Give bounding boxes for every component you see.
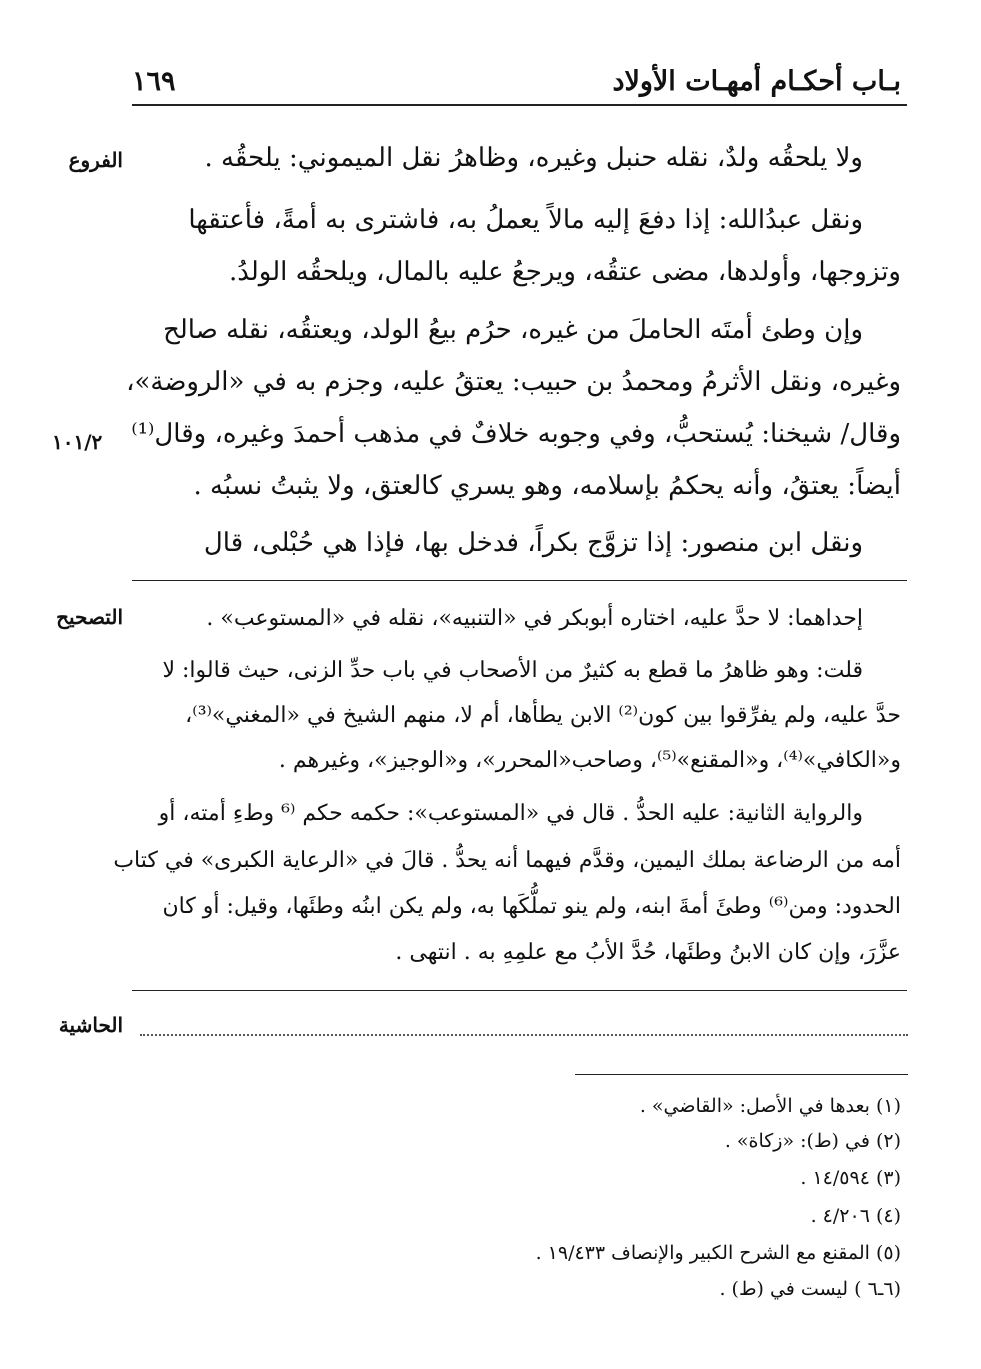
label-furu: الفروع xyxy=(68,148,123,172)
tashih-line: إحداهما: لا حدَّ عليه، اختاره أبوبكر في «التنبيه»، نقله في «المستوعب» . xyxy=(206,606,863,631)
tashih-line: و«الكافي»⁽⁴⁾، و«المقنع»⁽⁵⁾، وصاحب«المحرر»، و«الوجيز»، وغيرهم . xyxy=(278,748,901,773)
header-divider xyxy=(132,104,907,106)
page-header-title: بـاب أحكـام أمهـات الأولاد xyxy=(612,66,901,97)
section-divider xyxy=(132,580,907,581)
main-line: ونقل عبدُالله: إذا دفعَ إليه مالاً يعملُ به، فاشترى به أمةً، فأعتقها xyxy=(188,205,863,235)
main-line: وتزوجها، وأولدها، مضى عتقُه، ويرجعُ عليه بالمال، ويلحقُه الولدُ. xyxy=(228,257,901,287)
tashih-line: والرواية الثانية: عليه الحدُّ . قال في «المستوعب»: حكمه حكم ⁽⁶ وطءِ أمته، أو xyxy=(158,801,863,826)
main-line: ونقل ابن منصور: إذا تزوَّج بكراً، فدخل بها، فإذا هي حُبْلى، قال xyxy=(203,528,863,558)
tashih-line: قلت: وهو ظاهرُ ما قطع به كثيرٌ من الأصحاب في باب حدِّ الزنى، حيث قالوا: لا xyxy=(162,658,863,683)
main-line: وغيره، ونقل الأثرمُ ومحمدُ بن حبيب: يعتقُ عليه، وجزم به في «الروضة»، xyxy=(126,367,901,397)
footnote: (٢) في (ط): «زكاة» . xyxy=(724,1130,901,1152)
footnote: (٣) ١٤/٥٩٤ . xyxy=(800,1167,901,1189)
tashih-line: حدَّ عليه، ولم يفرِّقوا بين كون⁽²⁾ الابن يطأها، أم لا، منهم الشيخ في «المغني»⁽³⁾، xyxy=(185,703,901,728)
main-line: وقال/ شيخنا: يُستحبُّ، وفي وجوبه خلافٌ في مذهب أحمدَ وغيره، وقال⁽¹⁾ xyxy=(131,419,901,449)
main-line: أيضاً: يعتقُ، وأنه يحكمُ بإسلامه، وهو يسري كالعتق، ولا يثبتُ نسبُه . xyxy=(193,471,901,501)
section-divider xyxy=(132,990,907,991)
footnote: (٤) ٤/٢٠٦ . xyxy=(810,1205,901,1227)
footnote-divider xyxy=(575,1074,908,1075)
label-hashiya: الحاشية xyxy=(58,1013,123,1037)
main-line: وإن وطئ أمتَه الحاملَ من غيره، حرُم بيعُ الولد، ويعتقُه، نقله صالح xyxy=(163,315,863,345)
footnote: (٦ـ٦ ) ليست في (ط) . xyxy=(719,1278,901,1300)
label-tashih: التصحيح xyxy=(56,605,123,629)
margin-reference: ١٠١/٢ xyxy=(52,430,103,454)
tashih-line: عزَّرَ، وإن كان الابنُ وطئَها، حُدَّ الأبُ مع علمِهِ به . انتهى . xyxy=(395,940,901,965)
main-line: ولا يلحقُه ولدٌ، نقله حنبل وغيره، وظاهرُ نقل الميموني: يلحقُه . xyxy=(204,143,863,173)
hashiya-dotted-line xyxy=(140,1034,908,1036)
footnote: (١) بعدها في الأصل: «القاضي» . xyxy=(639,1095,901,1117)
page-number: ١٦٩ xyxy=(132,66,176,97)
tashih-line: الحدود: ومن⁽⁶⁾ وطئَ أمةَ ابنه، ولم ينو تملُّكَها به، ولم يكن ابنُه وطئَها، وقيل: أو كان xyxy=(162,894,901,919)
footnote: (٥) المقنع مع الشرح الكبير والإنصاف ١٩/٤٣٣ . xyxy=(535,1242,901,1264)
tashih-line: أمه من الرضاعة بملك اليمين، وقدَّم فيهما أنه يحدُّ . قالَ في «الرعاية الكبرى» في كتاب xyxy=(113,848,901,873)
